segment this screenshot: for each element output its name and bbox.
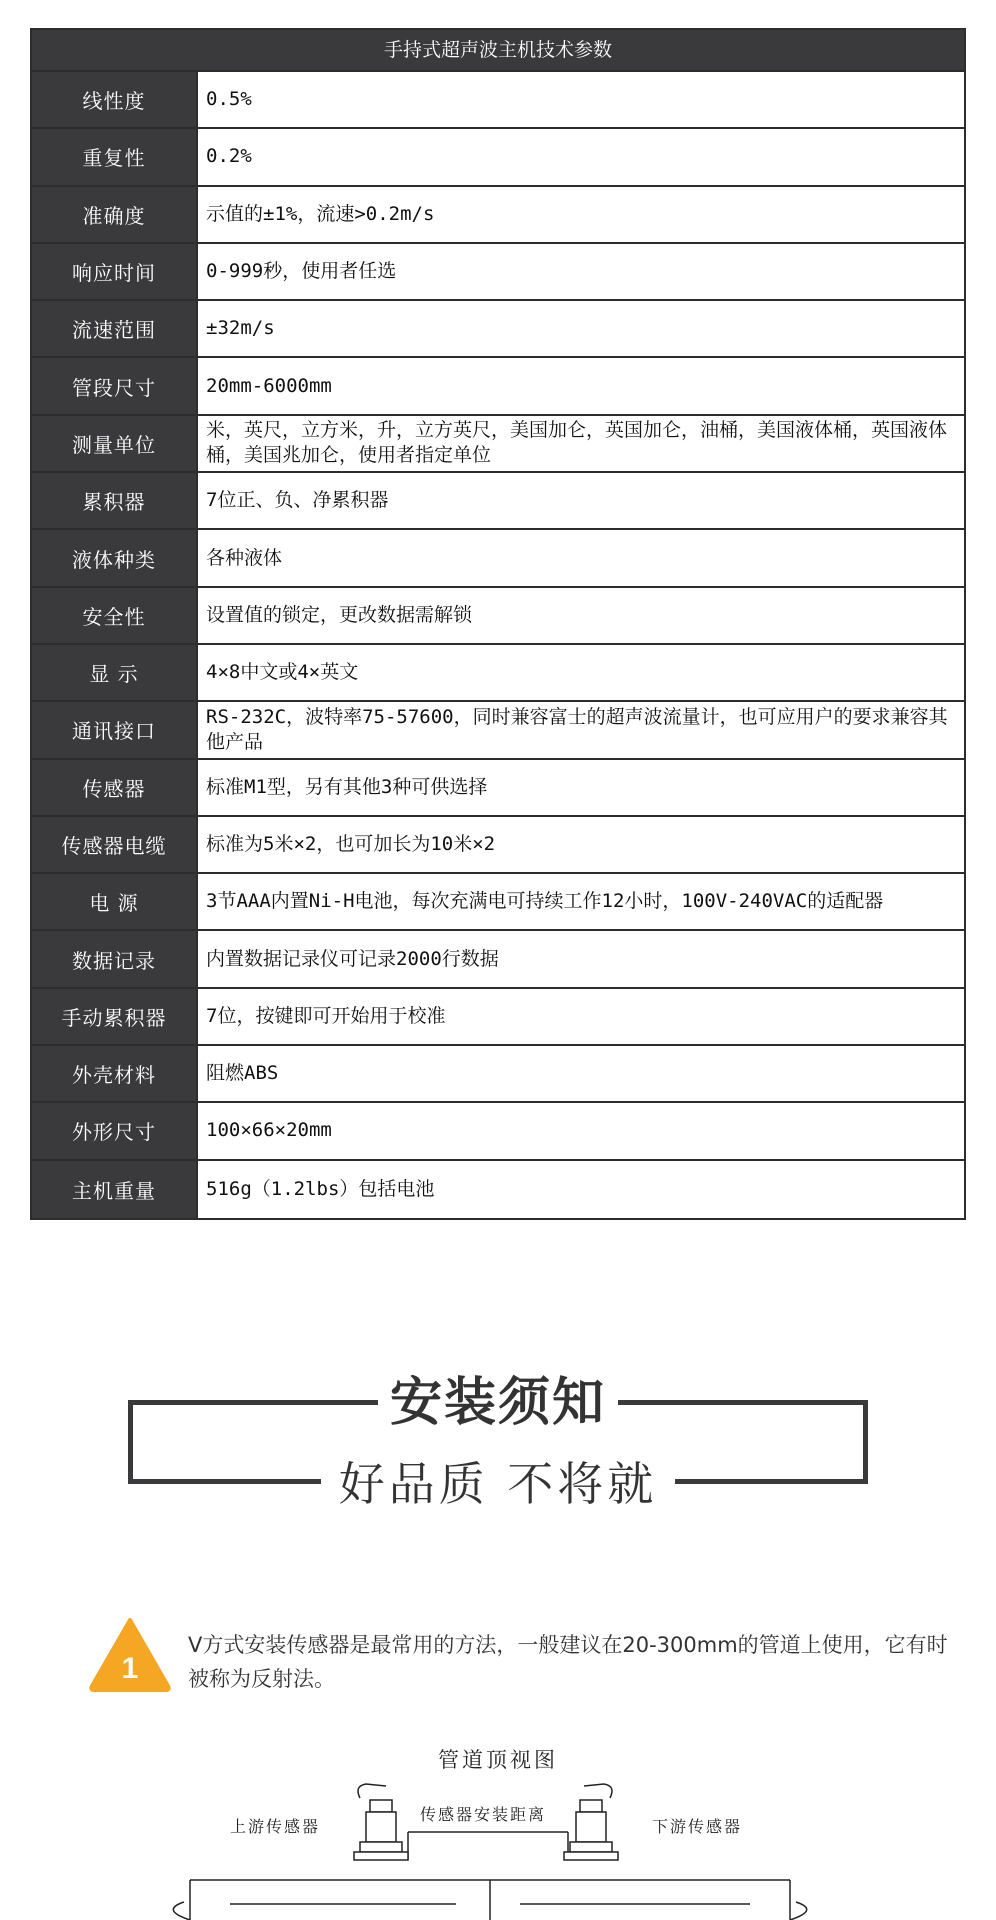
downstream-sensor-label: 下游传感器 — [652, 1817, 743, 1836]
spec-value: 7位正、负、净累积器 — [206, 489, 389, 512]
spec-value: 0-999秒，使用者任选 — [206, 260, 397, 283]
spec-value: 米，英尺，立方米，升，立方英尺，美国加仑，英国加仑，油桶，美国液体桶，英国液体桶，美国兆加仑，使用者指定单位 — [206, 419, 948, 467]
spec-label: 线性度 — [32, 72, 198, 127]
spec-row — [32, 187, 964, 244]
spec-value: 各种液体 — [206, 546, 283, 569]
spec-row — [32, 129, 964, 186]
spec-label: 主机重量 — [32, 1161, 198, 1218]
spec-row — [32, 473, 964, 530]
spec-row — [32, 989, 964, 1046]
spec-label: 手动累积器 — [32, 989, 198, 1044]
spec-label: 准确度 — [32, 187, 198, 242]
note-number: 1 — [121, 1652, 139, 1685]
heading-subtitle: 好品质 不将就 — [321, 1457, 676, 1511]
spec-value: 0.2% — [206, 145, 252, 168]
spec-row — [32, 760, 964, 817]
spec-row — [32, 588, 964, 645]
spec-value: 3节AAA内置Ni-H电池，每次充满电可持续工作12小时，100V-240VAC的适配器 — [206, 890, 884, 913]
spec-value: 7位，按键即可开始用于校准 — [206, 1004, 446, 1027]
spec-label: 外壳材料 — [32, 1046, 198, 1101]
spec-value: 设置值的锁定，更改数据需解锁 — [206, 603, 473, 626]
spec-row — [32, 817, 964, 874]
spec-value: 20mm-6000mm — [206, 374, 332, 397]
upstream-sensor-label: 上游传感器 — [230, 1817, 321, 1836]
spec-value: 100×66×20mm — [206, 1119, 332, 1142]
spec-table-title: 手持式超声波主机技术参数 — [32, 30, 964, 72]
diagram-title: 管道顶视图 — [438, 1748, 558, 1772]
pipe-outline — [173, 1880, 806, 1920]
spec-label: 传感器电缆 — [32, 817, 198, 872]
spec-row — [32, 358, 964, 415]
spec-row — [32, 702, 964, 759]
spec-value: 示值的±1%，流速>0.2m/s — [206, 202, 435, 225]
spec-label: 安全性 — [32, 588, 198, 643]
spec-row — [32, 416, 964, 473]
spec-value: RS-232C，波特率75-57600，同时兼容富士的超声波流量计，也可应用户的要求兼容其他产品 — [206, 705, 948, 753]
spec-value: 516g（1.2lbs）包括电池 — [206, 1177, 435, 1200]
spec-label: 传感器 — [32, 760, 198, 815]
spec-table — [30, 28, 966, 1220]
spec-row — [32, 645, 964, 702]
spec-label: 电 源 — [32, 874, 198, 929]
spec-row — [32, 301, 964, 358]
spec-row — [32, 1161, 964, 1218]
spec-value: 阻燃ABS — [206, 1062, 279, 1085]
spec-label: 管段尺寸 — [32, 358, 198, 413]
spec-label: 通讯接口 — [32, 702, 198, 757]
spec-row — [32, 1103, 964, 1160]
warning-number-icon — [88, 1616, 172, 1692]
spec-table-body — [32, 72, 964, 1218]
spec-label: 响应时间 — [32, 244, 198, 299]
section-heading — [0, 1360, 996, 1520]
spec-row — [32, 931, 964, 988]
spec-row — [32, 530, 964, 587]
spec-label: 数据记录 — [32, 931, 198, 986]
note-text: V方式安装传感器是最常用的方法，一般建议在20-300mm的管道上使用，它有时被称为反射法。 — [188, 1633, 948, 1691]
spec-row — [32, 874, 964, 931]
spec-row — [32, 244, 964, 301]
sensor-distance-label: 传感器安装距离 — [420, 1805, 547, 1824]
pipe-top-view-diagram — [170, 1780, 830, 1920]
spec-label: 液体种类 — [32, 530, 198, 585]
spec-row — [32, 1046, 964, 1103]
upstream-transducer-icon — [354, 1784, 408, 1860]
spec-row — [32, 72, 964, 129]
spec-label: 累积器 — [32, 473, 198, 528]
install-note — [88, 1616, 948, 1696]
spec-value: 0.5% — [206, 88, 252, 111]
spec-value: 内置数据记录仪可记录2000行数据 — [206, 947, 499, 970]
spec-label: 重复性 — [32, 129, 198, 184]
spec-label: 流速范围 — [32, 301, 198, 356]
spec-value: 4×8中文或4×英文 — [206, 661, 359, 684]
distance-dimension — [408, 1832, 568, 1860]
heading-title: 安装须知 — [378, 1373, 618, 1433]
spec-value: 标准为5米×2，也可加长为10米×2 — [206, 833, 496, 855]
downstream-transducer-icon — [564, 1784, 618, 1860]
spec-label: 外形尺寸 — [32, 1103, 198, 1158]
spec-value: ±32m/s — [206, 317, 275, 340]
spec-value: 标准M1型，另有其他3种可供选择 — [206, 775, 488, 798]
spec-label: 显 示 — [32, 645, 198, 700]
spec-label: 测量单位 — [32, 416, 198, 471]
